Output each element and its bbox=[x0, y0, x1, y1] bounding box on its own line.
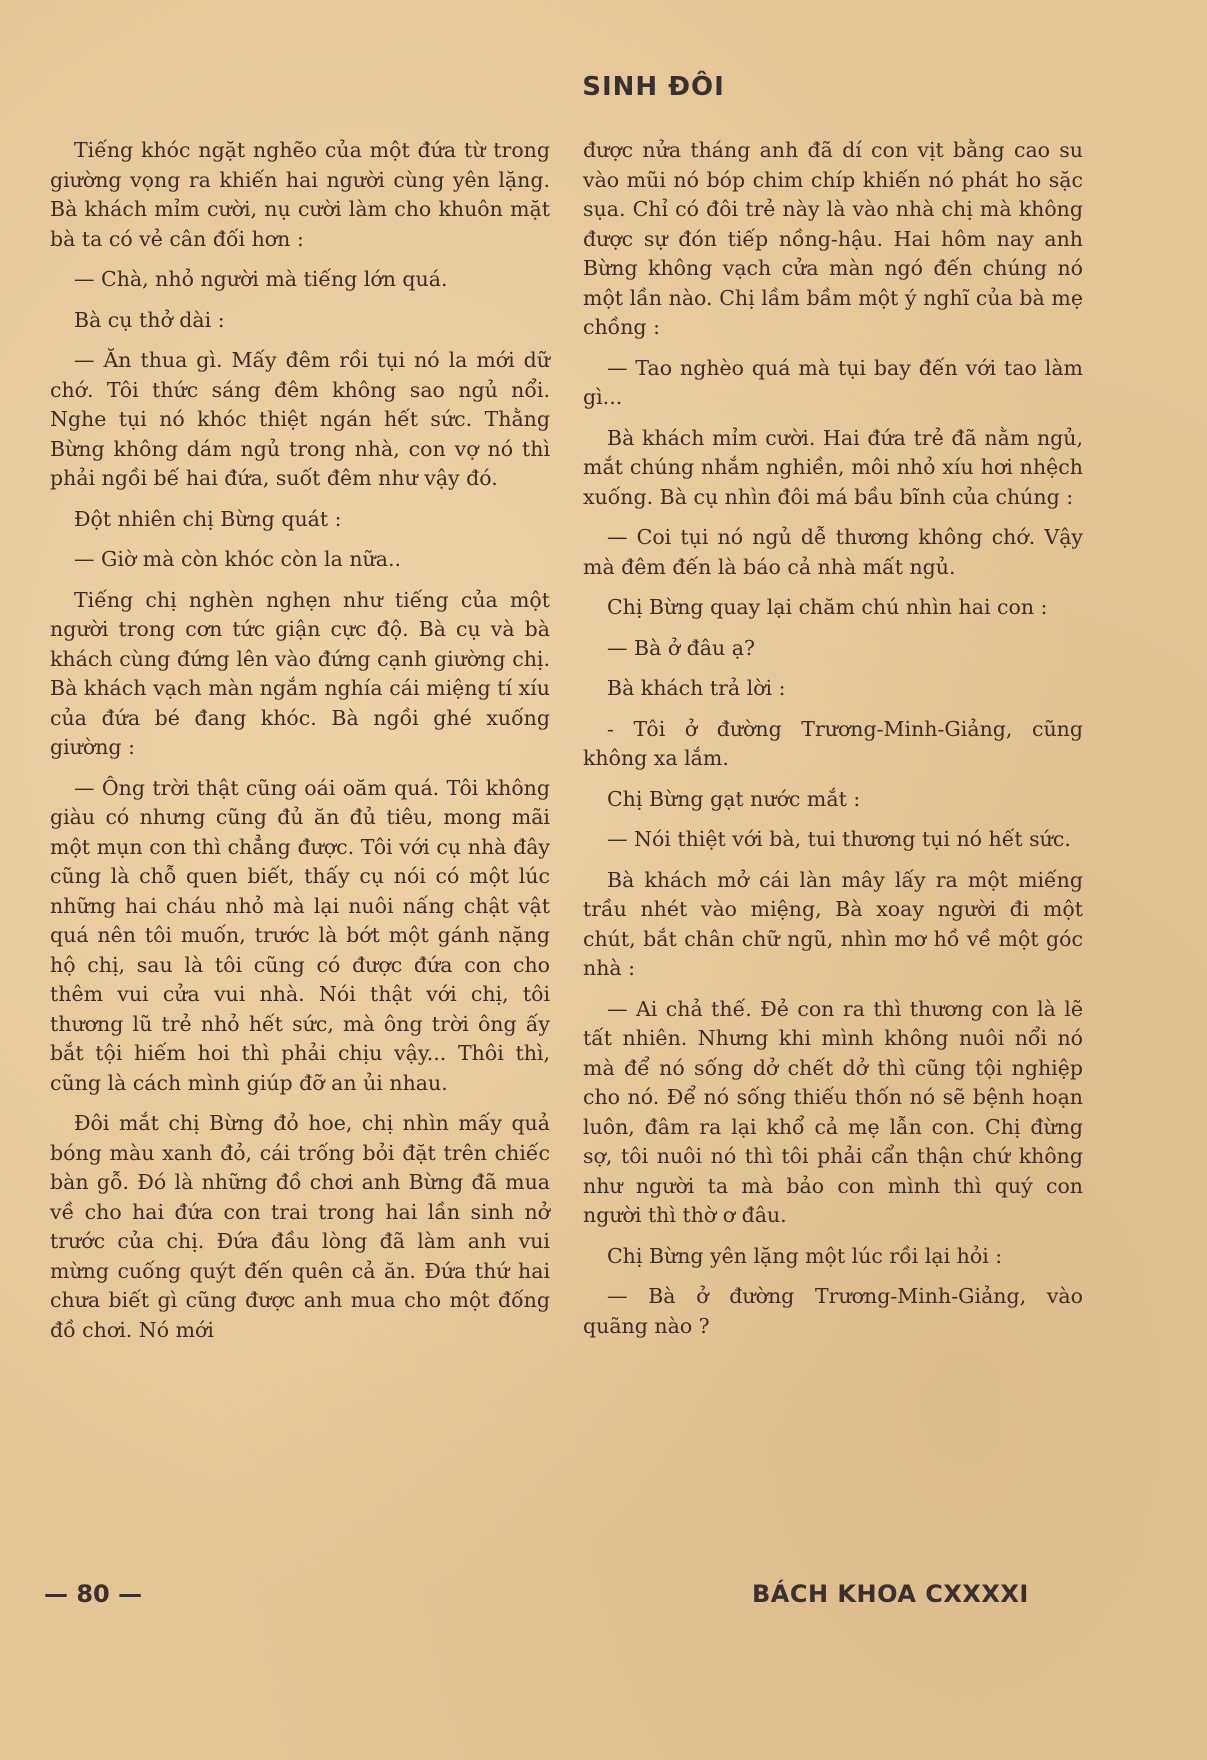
left-column bbox=[50, 136, 550, 1356]
paragraph: — Ông trời thật cũng oái oăm quá. Tôi không giàu có nhưng cũng đủ ăn đủ tiêu, mong mãi một mụn con thì chẳng được. Tôi với cụ nhà đây cũng là chỗ quen biết, thấy cụ nói có một lúc những hai cháu nhỏ mà lại nuôi nấng chật vật quá nên tôi muốn, trước là bớt một gánh nặng hộ chị, sau là tôi cũng có được đứa con cho thêm vui cửa vui nhà. Nói thật với chị, tôi thương lũ trẻ nhỏ hết sức, mà ông trời ông ấy bắt tội hiếm hoi thì phải chịu vậy... Thôi thì, cũng là cách mình giúp đỡ an ủi nhau. bbox=[50, 775, 550, 1095]
paragraph: Bà khách mỉm cười. Hai đứa trẻ đã nằm ngủ, mắt chúng nhắm nghiền, môi nhỏ xíu hơi nhệch xuống. Bà cụ nhìn đôi má bầu bĩnh của chúng : bbox=[583, 425, 1083, 509]
paragraph: được nửa tháng anh đã dí con vịt bằng cao su vào mũi nó bóp chim chíp khiến nó phát ho sặc sụa. Chỉ có đôi trẻ này là vào nhà chị mà không được sự đón tiếp nồng-hậu. Hai hôm nay anh Bừng không vạch cửa màn ngó đến chúng nó một lần nào. Chị lầm bầm một ý nghĩ của bà mẹ chồng : bbox=[583, 138, 1083, 339]
paragraph: — Nói thiệt với bà, tui thương tụi nó hết sức. bbox=[607, 827, 1071, 851]
paragraph: — Ăn thua gì. Mấy đêm rồi tụi nó la mới dữ chớ. Tôi thức sáng đêm không sao ngủ nổi. Nghe tụi nó khóc thiệt ngán hết sức. Thằng Bừng không dám ngủ trong nhà, con vợ nó thì phải ngồi bế hai đứa, suốt đêm như vậy đó. bbox=[50, 348, 550, 490]
paragraph: Bà cụ thở dài : bbox=[74, 307, 225, 332]
paragraph: — Ai chả thế. Đẻ con ra thì thương con là lẽ tất nhiên. Nhưng khi mình không nuôi nổi nó mà để nó sống dở chết dở thì cũng tội nghiệp cho nó. Để nó sống thiếu thốn nó sẽ bệnh hoạn luôn, đâm ra lại khổ cả mẹ lẫn con. Chị đừng sợ, tôi nuôi nó thì tôi phải cẩn thận chứ không như người ta mà bảo con mình thì quý con người thì thờ ơ đâu. bbox=[583, 996, 1083, 1227]
paragraph: Bà khách trả lời : bbox=[607, 676, 786, 700]
paragraph: — Giờ mà còn khóc còn la nữa.. bbox=[74, 547, 401, 571]
page-number: — 80 — bbox=[44, 1580, 143, 1608]
paragraph: Chị Bừng quay lại chăm chú nhìn hai con : bbox=[607, 595, 1048, 619]
paragraph: Tiếng chị nghèn nghẹn như tiếng của một người trong cơn tức giận cực độ. Bà cụ và bà khách cùng đứng lên vào đứng cạnh giường chị. Bà khách vạch màn ngắm nghía cái miệng tí xíu của đứa bé đang khóc. Bà ngồi ghé xuống giường : bbox=[50, 587, 550, 759]
paragraph: — Chà, nhỏ người mà tiếng lớn quá. bbox=[74, 267, 448, 291]
paragraph: — Tao nghèo quá mà tụi bay đến với tao làm gì... bbox=[583, 355, 1083, 409]
paragraph: Bà khách mở cái làn mây lấy ra một miếng trầu nhét vào miệng, Bà xoay người đi một chút, bắt chân chữ ngũ, nhìn mơ hồ về một góc nhà : bbox=[583, 867, 1083, 980]
paragraph: — Coi tụi nó ngủ dễ thương không chớ. Vậy mà đêm đến là báo cả nhà mất ngủ. bbox=[583, 525, 1083, 579]
right-column bbox=[583, 136, 1083, 1352]
paragraph: Tiếng khóc ngặt nghẽo của một đứa từ trong giường vọng ra khiến hai người cùng yên lặng. Bà khách mỉm cười, nụ cười làm cho khuôn mặt bà ta có vẻ cân đối hơn : bbox=[50, 138, 550, 251]
paragraph: - Tôi ở đường Trương-Minh-Giảng, cũng không xa lắm. bbox=[583, 716, 1083, 770]
paragraph: Chị Bừng yên lặng một lúc rồi lại hỏi : bbox=[607, 1243, 1003, 1268]
journal-footer: BÁCH KHOA CXXXXI bbox=[752, 1580, 1029, 1608]
paragraph: Đôi mắt chị Bừng đỏ hoe, chị nhìn mấy quả bóng màu xanh đỏ, cái trống bỏi đặt trên chiếc bàn gỗ. Đó là những đồ chơi anh Bừng đã mua về cho hai đứa con trai trong hai lần sinh nở trước của chị. Đứa đầu lòng đã làm anh vui mừng cuống quýt đến quên cả ăn. Đứa thứ hai chưa biết gì cũng được anh mua cho một đống đồ chơi. Nó mới bbox=[50, 1111, 550, 1342]
paragraph: Đột nhiên chị Bừng quát : bbox=[74, 506, 342, 531]
running-title: SINH ĐÔI bbox=[582, 72, 725, 102]
paragraph: — Bà ở đường Trương-Minh-Giảng, vào quãng nào ? bbox=[583, 1284, 1083, 1338]
paragraph: Chị Bừng gạt nước mắt : bbox=[607, 786, 861, 811]
paragraph: — Bà ở đâu ạ? bbox=[607, 635, 755, 660]
